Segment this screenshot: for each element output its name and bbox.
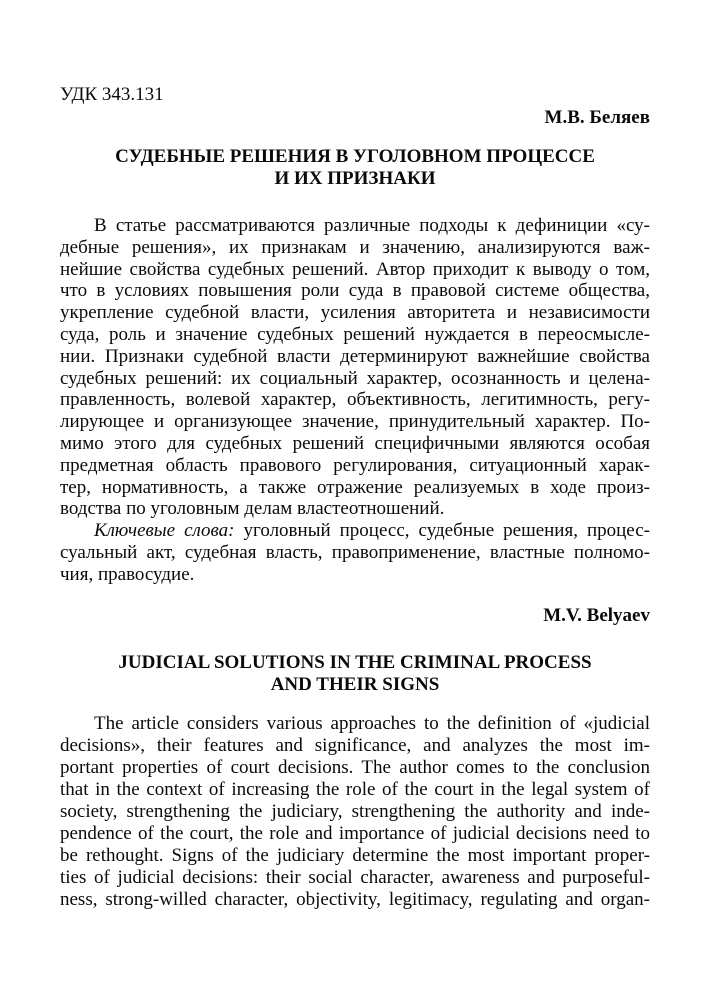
abstract-ru-line: лирующее и организующее значение, принудительный характер. По-	[60, 411, 650, 433]
abstract-en-line: decisions», their features and significance, and analyzes the most im-	[60, 735, 650, 756]
abstract-en-line: ties of judicial decisions: their social character, awareness and purposeful-	[60, 867, 650, 888]
abstract-en	[60, 713, 650, 911]
article-title-en-line2: AND THEIR SIGNS	[270, 674, 440, 695]
keywords-ru	[60, 542, 650, 586]
abstract-ru-line: что в условиях повышения роли суда в правовой системе общества,	[60, 280, 650, 302]
abstract-en-line: The article considers various approaches to the definition of «judicial	[94, 713, 650, 734]
abstract-ru-line: водства по уголовным делам властеотношений.	[60, 498, 445, 520]
keywords-ru-first-line	[60, 520, 650, 542]
abstract-en-line: be rethought. Signs of the judiciary determine the most important proper-	[60, 845, 650, 866]
abstract-ru-line: нии. Признаки судебной власти детерминируют важнейшие свойства	[60, 345, 650, 367]
abstract-en-line: ness, strong-willed character, objectivity, legitimacy, regulating and organ-	[60, 889, 650, 910]
abstract-en-line: that in the context of increasing the role of the court in the legal system of	[60, 779, 650, 800]
abstract-ru-line: мимо этого для судебных решений специфичными являются особая	[60, 432, 650, 454]
keywords-ru-text: уголовный процесс, судебные решения, процес-	[234, 520, 650, 542]
article-title-en	[60, 652, 650, 696]
abstract-ru-line: суда, роль и значение судебных решений нуждается в переосмысле-	[60, 323, 650, 345]
abstract-ru	[60, 215, 650, 520]
article-title-ru-line2: И ИХ ПРИЗНАКИ	[274, 168, 436, 189]
author-name-en: M.V. Belyaev	[543, 605, 650, 626]
keywords-ru-line: чия, правосудие.	[60, 563, 195, 585]
abstract-en-line: society, strengthening the judiciary, strengthening the authority and inde-	[60, 801, 650, 822]
abstract-ru-line: тер, нормативность, а также отражение реализуемых в ходе произ-	[60, 476, 650, 498]
keywords-ru-line: суальный акт, судебная власть, правоприменение, властные полномо-	[60, 541, 650, 563]
article-title-ru-line1: СУДЕБНЫЕ РЕШЕНИЯ В УГОЛОВНОМ ПРОЦЕССЕ	[115, 146, 595, 167]
abstract-en-line: portant properties of court decisions. The author comes to the conclusion	[60, 757, 650, 778]
abstract-ru-line: В статье рассматриваются различные подходы к дефиниции «су-	[94, 215, 650, 236]
abstract-ru-line: предметная область правового регулирования, ситуационный харак-	[60, 454, 650, 476]
abstract-ru-line: дебные решения», их признакам и значению, анализируются важ-	[60, 236, 650, 258]
abstract-ru-line: укрепление судебной власти, усиления авторитета и независимости	[60, 302, 650, 324]
abstract-ru-line: нейшие свойства судебных решений. Автор приходит к выводу о том,	[60, 258, 650, 280]
russian-text-block	[60, 215, 650, 586]
abstract-ru-line: правленность, волевой характер, объективность, легитимность, регу-	[60, 389, 650, 411]
abstract-en-line: pendence of the court, the role and importance of judicial decisions need to	[60, 823, 650, 844]
keywords-label: Ключевые слова:	[94, 520, 235, 542]
article-title-en-line1: JUDICIAL SOLUTIONS IN THE CRIMINAL PROCESS	[118, 652, 592, 673]
abstract-ru-line: судебных решений: их социальный характер, осознанность и целена-	[60, 367, 650, 389]
author-name-ru: М.В. Беляев	[544, 107, 650, 128]
article-title-ru	[60, 146, 650, 190]
udc-code: УДК 343.131	[60, 84, 164, 105]
